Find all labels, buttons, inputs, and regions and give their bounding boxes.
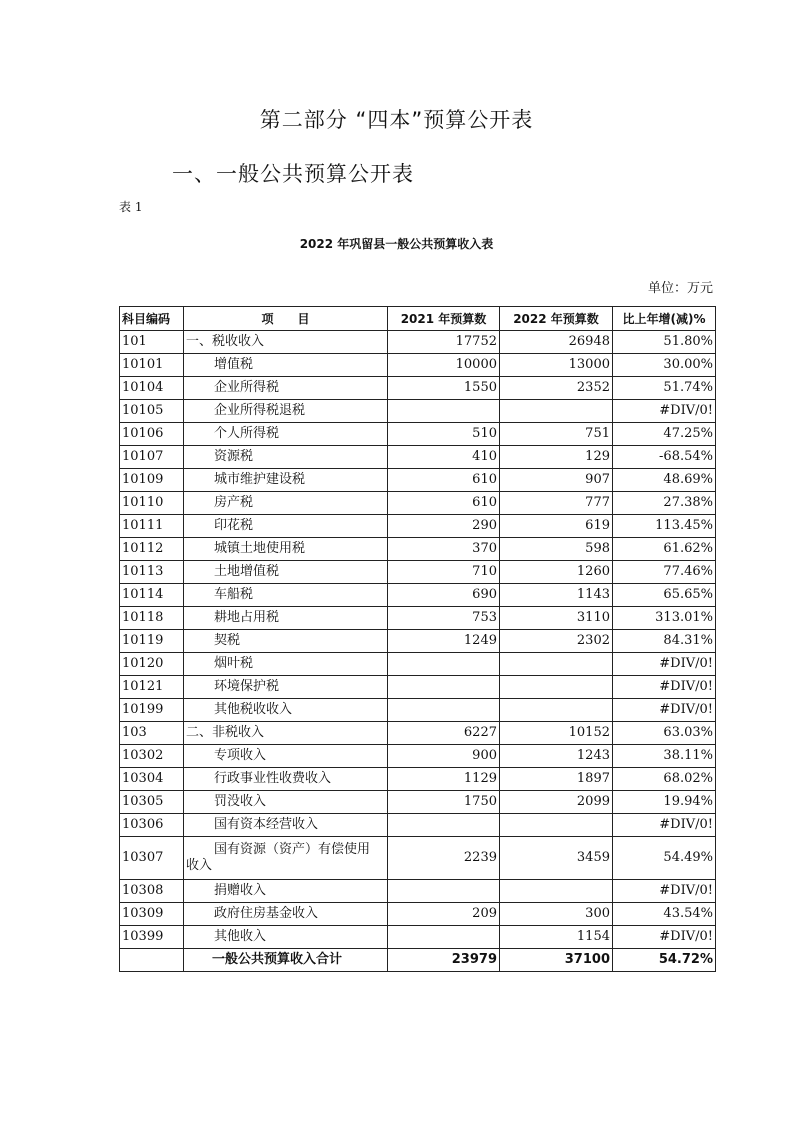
total-2021-budget: 23979 [388, 949, 500, 972]
table-row [120, 926, 716, 949]
cell-code: 10110 [120, 492, 184, 515]
unit-label: 单位：万元 [647, 281, 713, 296]
cell-code: 10121 [120, 676, 184, 699]
cell-2022-budget: 3110 [500, 607, 613, 630]
table-row [120, 331, 716, 354]
cell-2022-budget: 777 [500, 492, 613, 515]
cell-code: 10306 [120, 814, 184, 837]
cell-change-pct: 61.62% [613, 538, 716, 561]
cell-2022-budget: 300 [500, 903, 613, 926]
cell-2021-budget: 410 [388, 446, 500, 469]
cell-item-name: 专项收入 [184, 745, 388, 768]
table-row [120, 515, 716, 538]
table-number: 表 1 [119, 200, 143, 214]
cell-2021-budget [388, 814, 500, 837]
cell-item-name: 政府住房基金收入 [184, 903, 388, 926]
cell-code: 10106 [120, 423, 184, 446]
cell-change-pct: 30.00% [613, 354, 716, 377]
cell-item-name [184, 837, 388, 880]
part-title: 第二部分 “四本”预算公开表 [259, 108, 534, 132]
cell-2022-budget: 619 [500, 515, 613, 538]
cell-2021-budget: 17752 [388, 331, 500, 354]
cell-2021-budget [388, 653, 500, 676]
cell-2022-budget: 907 [500, 469, 613, 492]
cell-code: 103 [120, 722, 184, 745]
cell-change-pct: 113.45% [613, 515, 716, 538]
table-row [120, 423, 716, 446]
header-2022: 2022 年预算数 [500, 307, 613, 331]
table-row [120, 446, 716, 469]
total-2022-budget: 37100 [500, 949, 613, 972]
cell-item-name: 企业所得税 [184, 377, 388, 400]
cell-2022-budget: 1154 [500, 926, 613, 949]
cell-code: 10119 [120, 630, 184, 653]
cell-change-pct: #DIV/0! [613, 676, 716, 699]
cell-code: 10107 [120, 446, 184, 469]
cell-item-name: 罚没收入 [184, 791, 388, 814]
cell-2022-budget: 1143 [500, 584, 613, 607]
total-change-pct: 54.72% [613, 949, 716, 972]
cell-2021-budget: 900 [388, 745, 500, 768]
header-change: 比上年增(减)% [613, 307, 716, 331]
cell-2021-budget: 1129 [388, 768, 500, 791]
cell-2021-budget: 610 [388, 469, 500, 492]
cell-2022-budget [500, 880, 613, 903]
cell-2021-budget: 6227 [388, 722, 500, 745]
table-row [120, 880, 716, 903]
cell-change-pct: 51.74% [613, 377, 716, 400]
cell-change-pct: 84.31% [613, 630, 716, 653]
cell-change-pct: 19.94% [613, 791, 716, 814]
cell-change-pct: 27.38% [613, 492, 716, 515]
cell-2021-budget: 753 [388, 607, 500, 630]
cell-code: 10105 [120, 400, 184, 423]
cell-item-name: 国有资本经营收入 [184, 814, 388, 837]
cell-change-pct: #DIV/0! [613, 880, 716, 903]
cell-item-name: 房产税 [184, 492, 388, 515]
cell-item-name: 环境保护税 [184, 676, 388, 699]
table-caption: 2022 年巩留县一般公共预算收入表 [299, 237, 494, 251]
cell-item-name: 一、税收收入 [184, 331, 388, 354]
cell-2022-budget [500, 814, 613, 837]
table-row [120, 699, 716, 722]
cell-2021-budget [388, 676, 500, 699]
table-row [120, 377, 716, 400]
cell-2021-budget: 370 [388, 538, 500, 561]
cell-change-pct: 51.80% [613, 331, 716, 354]
cell-2022-budget [500, 699, 613, 722]
cell-item-name: 印花税 [184, 515, 388, 538]
cell-code: 101 [120, 331, 184, 354]
table-row [120, 791, 716, 814]
cell-change-pct: #DIV/0! [613, 400, 716, 423]
table-row [120, 722, 716, 745]
cell-item-name: 城镇土地使用税 [184, 538, 388, 561]
cell-code: 10120 [120, 653, 184, 676]
cell-item-name: 烟叶税 [184, 653, 388, 676]
cell-item-name: 其他收入 [184, 926, 388, 949]
cell-code: 10101 [120, 354, 184, 377]
table-body [120, 331, 716, 972]
cell-code: 10199 [120, 699, 184, 722]
cell-change-pct: #DIV/0! [613, 814, 716, 837]
cell-2021-budget: 1249 [388, 630, 500, 653]
cell-code: 10399 [120, 926, 184, 949]
cell-change-pct: 77.46% [613, 561, 716, 584]
cell-2021-budget [388, 926, 500, 949]
cell-change-pct: #DIV/0! [613, 699, 716, 722]
cell-code: 10302 [120, 745, 184, 768]
cell-2022-budget: 751 [500, 423, 613, 446]
table-row [120, 745, 716, 768]
cell-2022-budget: 1243 [500, 745, 613, 768]
table-row [120, 607, 716, 630]
cell-2022-budget: 2099 [500, 791, 613, 814]
cell-change-pct: 54.49% [613, 837, 716, 880]
cell-2021-budget: 1750 [388, 791, 500, 814]
cell-2022-budget: 598 [500, 538, 613, 561]
cell-code: 10305 [120, 791, 184, 814]
cell-2021-budget [388, 400, 500, 423]
cell-code: 10307 [120, 837, 184, 880]
cell-item-name: 资源税 [184, 446, 388, 469]
cell-change-pct: 63.03% [613, 722, 716, 745]
table-row [120, 630, 716, 653]
cell-2021-budget: 290 [388, 515, 500, 538]
cell-2022-budget: 26948 [500, 331, 613, 354]
table-row [120, 768, 716, 791]
total-code [120, 949, 184, 972]
header-2021: 2021 年预算数 [388, 307, 500, 331]
cell-change-pct: 43.54% [613, 903, 716, 926]
cell-2022-budget: 3459 [500, 837, 613, 880]
cell-change-pct: #DIV/0! [613, 926, 716, 949]
cell-2021-budget: 1550 [388, 377, 500, 400]
cell-2021-budget: 10000 [388, 354, 500, 377]
cell-2021-budget: 710 [388, 561, 500, 584]
cell-2022-budget: 1260 [500, 561, 613, 584]
table-row [120, 538, 716, 561]
section-title: 一、一般公共预算公开表 [172, 162, 414, 186]
cell-code: 10118 [120, 607, 184, 630]
cell-2021-budget: 209 [388, 903, 500, 926]
cell-2022-budget: 1897 [500, 768, 613, 791]
total-label: 一般公共预算收入合计 [184, 949, 388, 972]
cell-2022-budget [500, 400, 613, 423]
cell-item-name: 二、非税收入 [184, 722, 388, 745]
cell-change-pct: 38.11% [613, 745, 716, 768]
cell-item-name: 个人所得税 [184, 423, 388, 446]
cell-item-name: 契税 [184, 630, 388, 653]
cell-2022-budget: 2302 [500, 630, 613, 653]
cell-item-name: 捐赠收入 [184, 880, 388, 903]
cell-item-name: 土地增值税 [184, 561, 388, 584]
cell-2022-budget [500, 676, 613, 699]
cell-code: 10112 [120, 538, 184, 561]
cell-2021-budget [388, 699, 500, 722]
cell-2022-budget [500, 653, 613, 676]
cell-item-name: 企业所得税退税 [184, 400, 388, 423]
cell-2021-budget: 2239 [388, 837, 500, 880]
table-row [120, 903, 716, 926]
cell-item-name-line2: 收入 [186, 858, 213, 873]
cell-2022-budget: 129 [500, 446, 613, 469]
cell-item-name: 其他税收收入 [184, 699, 388, 722]
cell-2021-budget: 610 [388, 492, 500, 515]
table-row [120, 837, 716, 880]
cell-code: 10309 [120, 903, 184, 926]
cell-2021-budget [388, 880, 500, 903]
cell-change-pct: #DIV/0! [613, 653, 716, 676]
cell-code: 10114 [120, 584, 184, 607]
cell-item-name-line1: 国有资源（资产）有偿使用 [214, 842, 371, 857]
cell-change-pct: 47.25% [613, 423, 716, 446]
cell-2021-budget: 690 [388, 584, 500, 607]
cell-change-pct: 68.02% [613, 768, 716, 791]
header-item: 项 目 [184, 307, 388, 331]
table-header-row [120, 307, 716, 331]
cell-code: 10104 [120, 377, 184, 400]
revenue-table [119, 306, 716, 972]
cell-code: 10109 [120, 469, 184, 492]
table-row [120, 653, 716, 676]
table-row [120, 400, 716, 423]
cell-item-name: 车船税 [184, 584, 388, 607]
cell-code: 10111 [120, 515, 184, 538]
table-row [120, 561, 716, 584]
cell-item-name: 城市维护建设税 [184, 469, 388, 492]
table-row [120, 492, 716, 515]
table-row [120, 354, 716, 377]
total-row [120, 949, 716, 972]
cell-item-name: 增值税 [184, 354, 388, 377]
cell-change-pct: 313.01% [613, 607, 716, 630]
header-code: 科目编码 [120, 307, 184, 331]
cell-2021-budget: 510 [388, 423, 500, 446]
cell-2022-budget: 2352 [500, 377, 613, 400]
cell-code: 10113 [120, 561, 184, 584]
cell-item-name: 耕地占用税 [184, 607, 388, 630]
table-row [120, 469, 716, 492]
table-row [120, 676, 716, 699]
cell-2022-budget: 10152 [500, 722, 613, 745]
table-row [120, 814, 716, 837]
cell-2022-budget: 13000 [500, 354, 613, 377]
cell-change-pct: -68.54% [613, 446, 716, 469]
cell-change-pct: 48.69% [613, 469, 716, 492]
cell-code: 10308 [120, 880, 184, 903]
table-row [120, 584, 716, 607]
cell-change-pct: 65.65% [613, 584, 716, 607]
cell-item-name: 行政事业性收费收入 [184, 768, 388, 791]
cell-code: 10304 [120, 768, 184, 791]
